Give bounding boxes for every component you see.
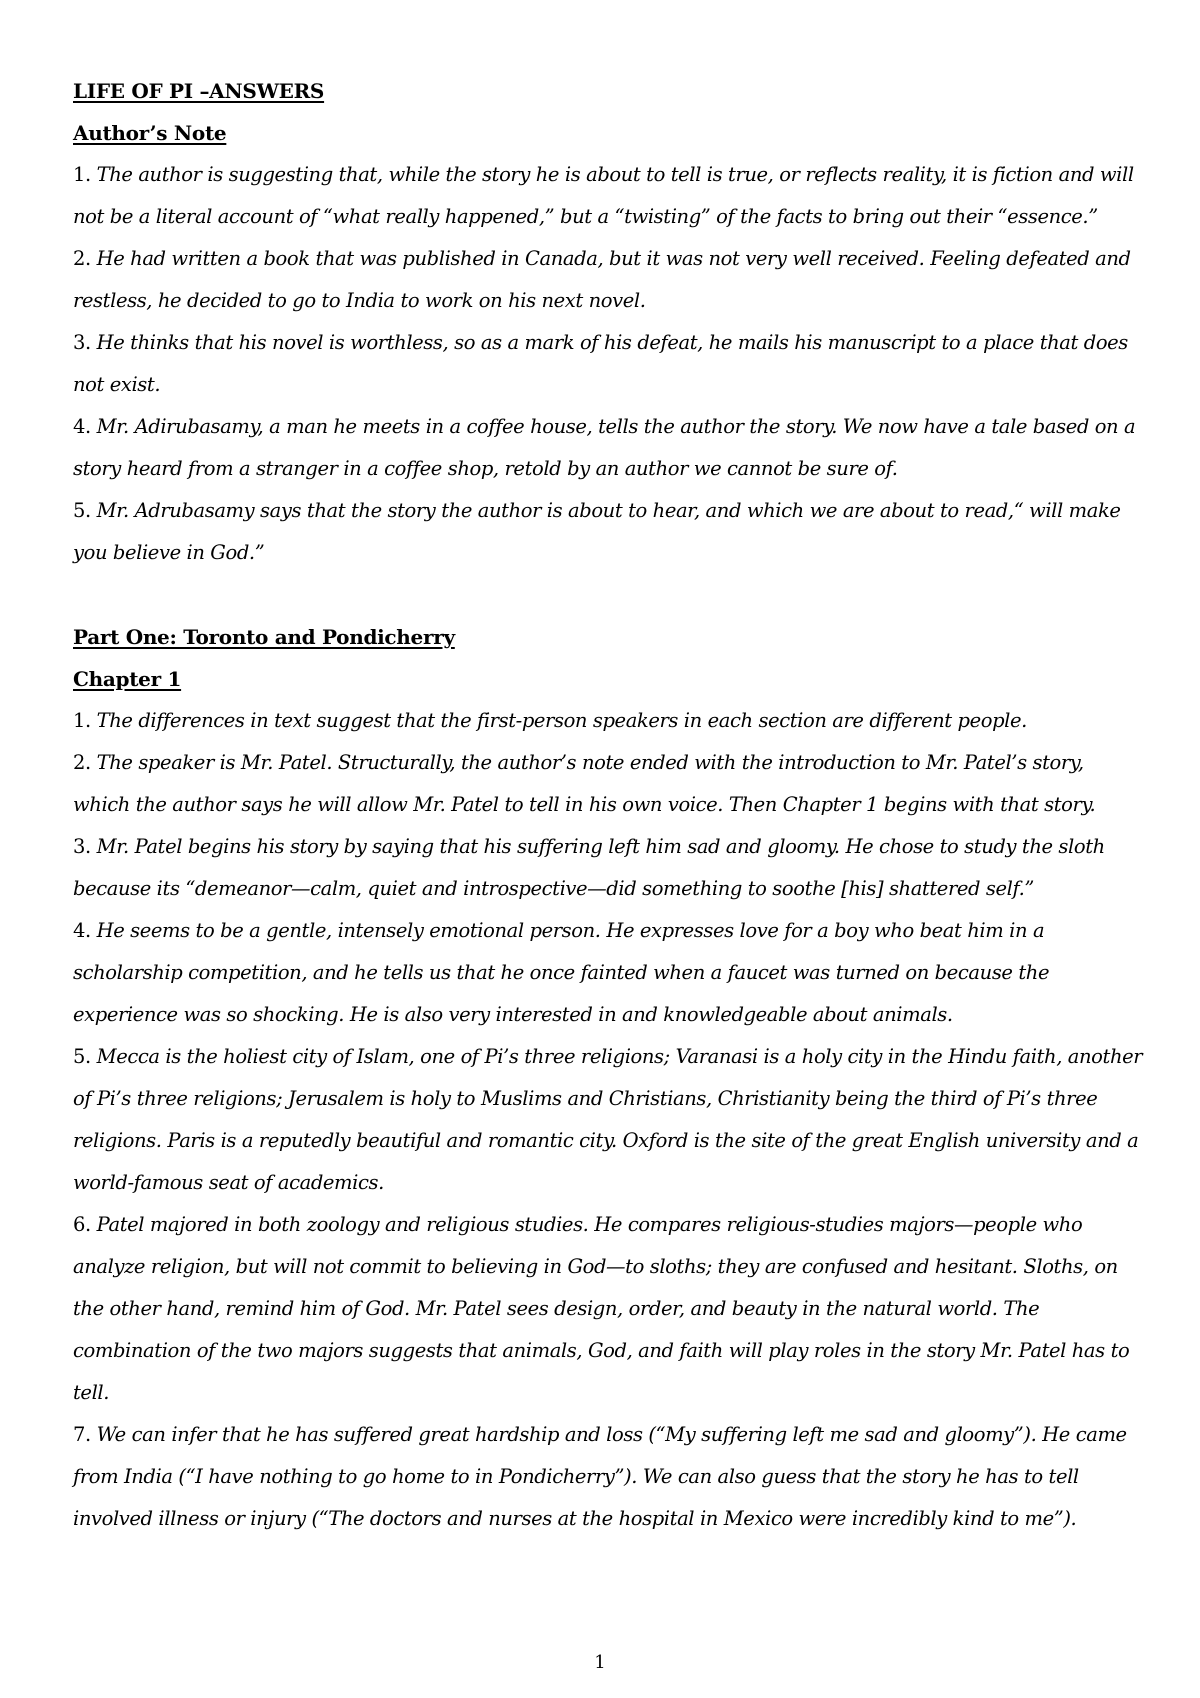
answer-number: 1. bbox=[73, 163, 91, 186]
blank-line bbox=[73, 574, 1143, 616]
page-number: 1 bbox=[594, 1652, 606, 1673]
section-authors-note bbox=[73, 112, 1143, 574]
answer-number: 3. bbox=[73, 835, 91, 858]
answer-item bbox=[73, 1204, 1143, 1414]
answer-number: 7. bbox=[73, 1423, 91, 1446]
answer-item bbox=[73, 826, 1143, 910]
answer-item bbox=[73, 1036, 1143, 1204]
answer-text: Mecca is the holiest city of Islam, one of Pi’s three religions; Varanasi is a holy city in the Hindu faith, another of Pi’s three religions; Jerusalem is holy to Muslims and Christians, Christianity being the third of Pi’s three religions. Paris is a reputedly beautiful and romantic city. Oxford is the site of the great English university and a world-famous seat of academics. bbox=[73, 1045, 1143, 1194]
answer-number: 2. bbox=[73, 247, 91, 270]
answer-text: The author is suggesting that, while the story he is about to tell is true, or reflects reality, it is fiction and will not be a literal account of “what really happened,” but a “twisting” of the facts to bring out their “essence.” bbox=[73, 163, 1134, 228]
answer-item bbox=[73, 154, 1143, 238]
answer-number: 1. bbox=[73, 709, 91, 732]
document-body bbox=[73, 70, 1143, 1540]
section-heading: Author’s Note bbox=[73, 121, 227, 145]
answer-number: 4. bbox=[73, 415, 91, 438]
section-part-one-chapter-1 bbox=[73, 616, 1143, 1540]
answer-item bbox=[73, 1414, 1143, 1540]
answer-item bbox=[73, 322, 1143, 406]
answer-text: He thinks that his novel is worthless, so as a mark of his defeat, he mails his manuscript to a place that does not exist. bbox=[73, 331, 1128, 396]
answer-number: 4. bbox=[73, 919, 91, 942]
answer-text: The differences in text suggest that the first-person speakers in each section are different people. bbox=[96, 709, 1027, 732]
answer-item bbox=[73, 700, 1143, 742]
answer-number: 2. bbox=[73, 751, 91, 774]
part-heading: Part One: Toronto and Pondicherry bbox=[73, 625, 455, 649]
answer-text: Mr. Adrubasamy says that the story the author is about to hear, and which we are about to read,“ will make you believe in God.” bbox=[73, 499, 1121, 564]
answer-number: 5. bbox=[73, 1045, 91, 1068]
answer-number: 5. bbox=[73, 499, 91, 522]
answer-item bbox=[73, 742, 1143, 826]
document-title: LIFE OF PI –ANSWERS bbox=[73, 79, 325, 103]
answer-text: We can infer that he has suffered great hardship and loss (“My suffering left me sad and gloomy”). He came from India (“I have nothing to go home to in Pondicherry”). We can also guess that the story he has to tell involved illness or injury (“The doctors and nurses at the hospital in Mexico were incredibly kind to me”). bbox=[73, 1423, 1127, 1530]
answer-text: Mr. Patel begins his story by saying that his suffering left him sad and gloomy. He chose to study the sloth because its “demeanor—calm, quiet and introspective—did something to soothe [his] shattered self.” bbox=[73, 835, 1105, 900]
chapter-heading: Chapter 1 bbox=[73, 667, 182, 691]
answer-item bbox=[73, 406, 1143, 490]
answer-item bbox=[73, 910, 1143, 1036]
answer-text: He seems to be a gentle, intensely emotional person. He expresses love for a boy who beat him in a scholarship competition, and he tells us that he once fainted when a faucet was turned on because the experience was so shocking. He is also very interested in and knowledgeable about animals. bbox=[73, 919, 1050, 1026]
answer-item bbox=[73, 238, 1143, 322]
answer-number: 6. bbox=[73, 1213, 91, 1236]
answer-number: 3. bbox=[73, 331, 91, 354]
answer-item bbox=[73, 490, 1143, 574]
answer-text: The speaker is Mr. Patel. Structurally, the author’s note ended with the introduction to Mr. Patel’s story, which the author says he will allow Mr. Patel to tell in his own voice. Then Chapter 1 begins with that story. bbox=[73, 751, 1096, 816]
answer-text: He had written a book that was published in Canada, but it was not very well received. Feeling defeated and restless, he decided to go to India to work on his next novel. bbox=[73, 247, 1131, 312]
answer-text: Mr. Adirubasamy, a man he meets in a coffee house, tells the author the story. We now have a tale based on a story heard from a stranger in a coffee shop, retold by an author we cannot be sure of. bbox=[73, 415, 1136, 480]
answer-text: Patel majored in both zoology and religious studies. He compares religious-studies majors—people who analyze religion, but will not commit to believing in God—to sloths; they are confused and hesitant. Sloths, on the other hand, remind him of God. Mr. Patel sees design, order, and beauty in the natural world. The combination of the two majors suggests that animals, God, and faith will play roles in the story Mr. Patel has to tell. bbox=[73, 1213, 1130, 1404]
